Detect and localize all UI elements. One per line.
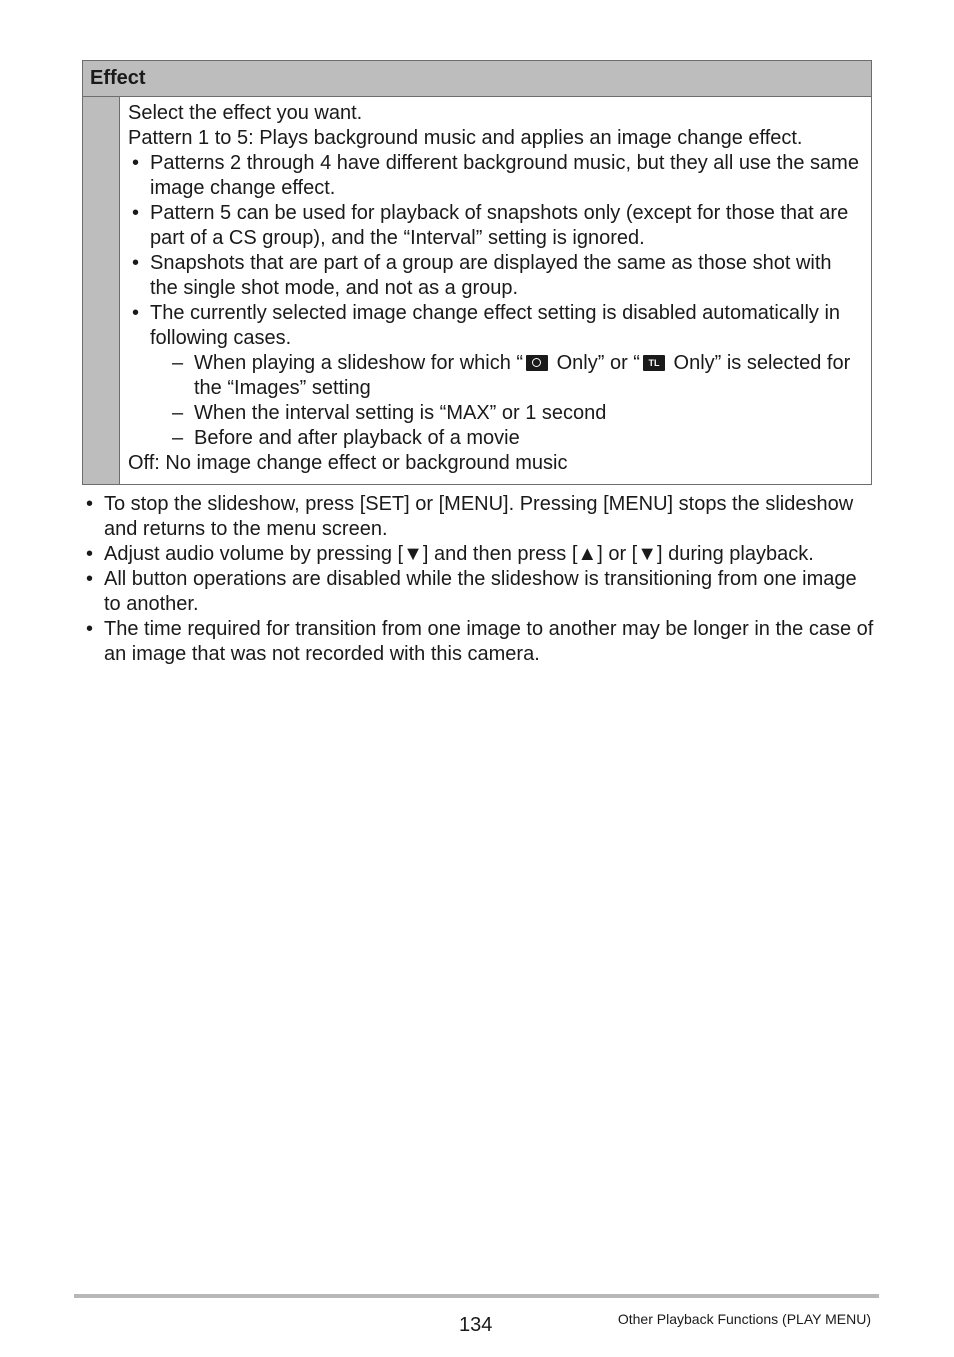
footer-section-name: Other Playback Functions (PLAY MENU) xyxy=(617,1311,871,1327)
effect-bullet: • Patterns 2 through 4 have different background music, but they all use the same image change effect. xyxy=(128,151,863,201)
effect-header: Effect xyxy=(83,61,871,97)
effect-off-line: Off: No image change effect or background music xyxy=(128,452,568,474)
effect-sub-item: – When the interval setting is “MAX” or 1 second xyxy=(172,401,863,426)
sub-text: When playing a slideshow for which “ xyxy=(194,352,524,374)
effect-bullet: • Pattern 5 can be used for playback of snapshots only (except for those that are part of a CS group), and the “Interval” setting is ignored. xyxy=(128,201,863,251)
effect-body xyxy=(83,97,871,484)
page-number: 134 xyxy=(459,1314,493,1336)
effect-intro: Select the effect you want. xyxy=(128,102,363,124)
effect-bullet xyxy=(128,301,863,451)
effect-gutter xyxy=(83,97,120,484)
note-item xyxy=(86,542,876,567)
down-arrow-icon: ▼ xyxy=(637,543,658,565)
notes-list xyxy=(86,492,876,667)
effect-bullet-list xyxy=(128,151,863,451)
note-item: • The time required for transition from one image to another may be longer in the case of an image that was not recorded with this camera. xyxy=(86,617,876,667)
note-text: ] during playback. xyxy=(657,543,814,565)
effect-bullet: • Snapshots that are part of a group are displayed the same as those shot with the single shot mode, and not as a group. xyxy=(128,251,863,301)
effect-bullet-text: The currently selected image change effect setting is disabled automatically in following cases. xyxy=(150,302,841,349)
note-item: • To stop the slideshow, press [SET] or [MENU]. Pressing [MENU] stops the slideshow and returns to the menu screen. xyxy=(86,492,876,542)
effect-sub-item xyxy=(172,351,863,401)
timelapse-icon xyxy=(643,355,665,371)
note-text: ] and then press [ xyxy=(422,543,578,565)
effect-table xyxy=(82,60,872,485)
note-text: Adjust audio volume by pressing [ xyxy=(104,543,404,565)
up-arrow-icon: ▲ xyxy=(577,543,598,565)
effect-sub-item: – Before and after playback of a movie xyxy=(172,426,863,451)
note-text: ] or [ xyxy=(597,543,638,565)
effect-pattern-line: Pattern 1 to 5: Plays background music and applies an image change effect. xyxy=(128,127,803,149)
note-item: • All button operations are disabled while the slideshow is transitioning from one image to another. xyxy=(86,567,876,617)
sub-text: Only” or “ xyxy=(551,352,640,374)
down-arrow-icon: ▼ xyxy=(403,543,423,565)
photo-icon xyxy=(526,355,548,371)
effect-content xyxy=(120,97,871,484)
effect-sub-list xyxy=(150,351,863,451)
notes-section xyxy=(86,492,876,667)
sub-text: Only” is selected for the “Images” setting xyxy=(194,352,851,399)
footer-rule xyxy=(74,1294,879,1298)
